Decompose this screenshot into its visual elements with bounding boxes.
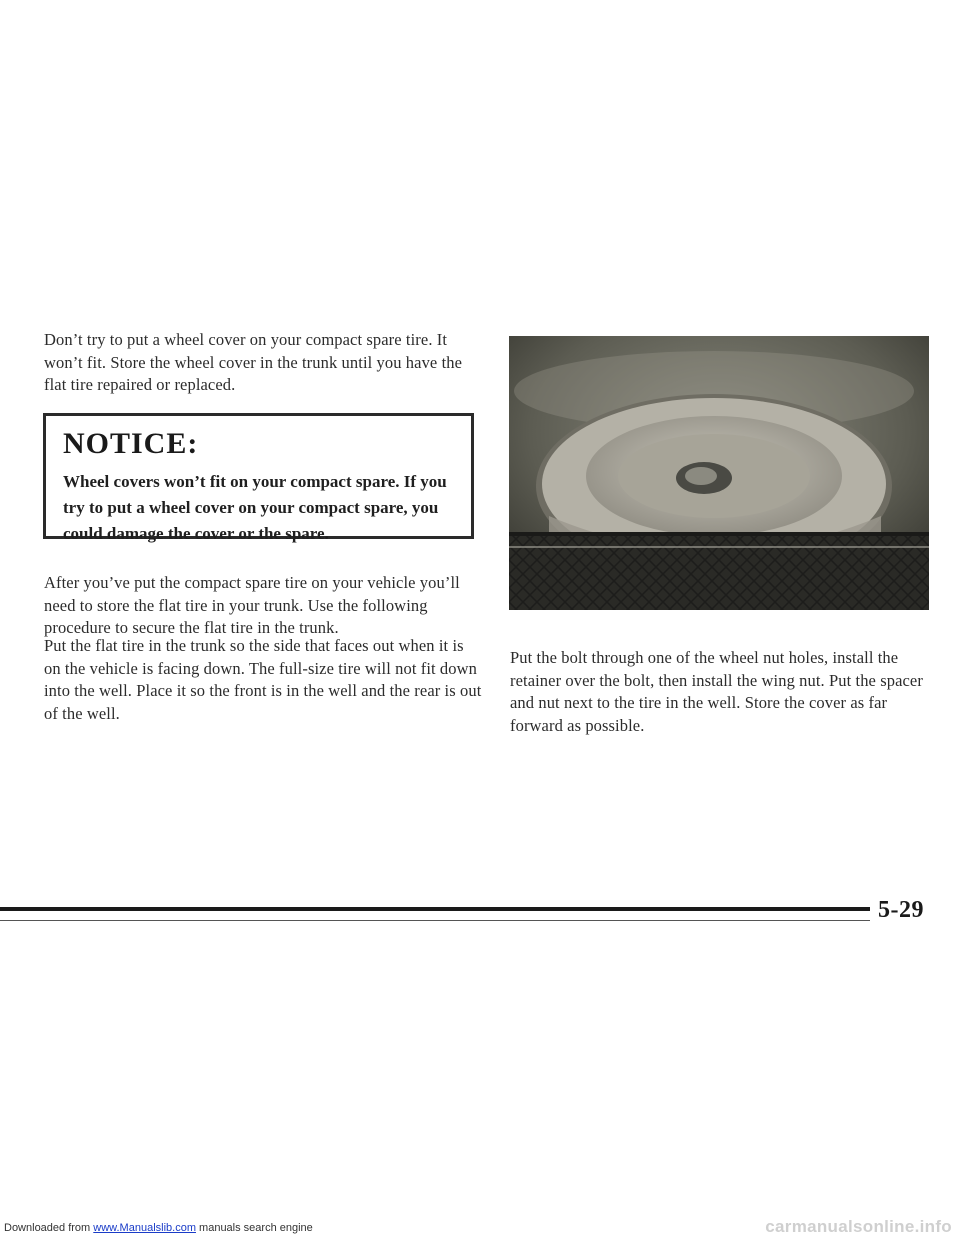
storage-paragraph: After you’ve put the compact spare tire on your vehicle you’ll need to store the flat tire in your trunk. Use the following procedure to secure the flat tire in the trunk. xyxy=(44,573,460,637)
footer-suffix: manuals search engine xyxy=(195,1222,313,1234)
spare-tire-photo xyxy=(509,336,929,610)
bolt-paragraph: Put the bolt through one of the wheel nut holes, install the retainer over the bolt, then install the wing nut. Put the spacer and nut next to the tire in the well. Store the cover as far forward as possible. xyxy=(510,648,923,735)
notice-title: NOTICE: xyxy=(63,427,199,460)
page-rule-thin xyxy=(0,920,870,921)
watermark: carmanualsonline.info xyxy=(765,1217,952,1236)
footer-prefix: Downloaded from xyxy=(4,1222,91,1234)
download-footer xyxy=(4,1222,313,1234)
placement-paragraph: Put the flat tire in the trunk so the side that faces out when it is on the vehicle is facing down. The full-size tire will not fit down into the well. Place it so the front is in the well and the rear is out of the well. xyxy=(44,636,482,723)
notice-text: Wheel covers won’t fit on your compact spare. If you try to put a wheel cover on your compact spare, you could damage the cover or the spare. xyxy=(63,472,447,543)
page-rule xyxy=(0,907,870,911)
notice-box xyxy=(43,413,474,543)
page-number: 5-29 xyxy=(878,897,924,923)
intro-paragraph: Don’t try to put a wheel cover on your compact spare tire. It won’t fit. Store the wheel cover in the trunk until you have the flat tire repaired or replaced. xyxy=(44,330,463,394)
manualslib-link[interactable]: www.Manualslib.com xyxy=(93,1222,196,1234)
